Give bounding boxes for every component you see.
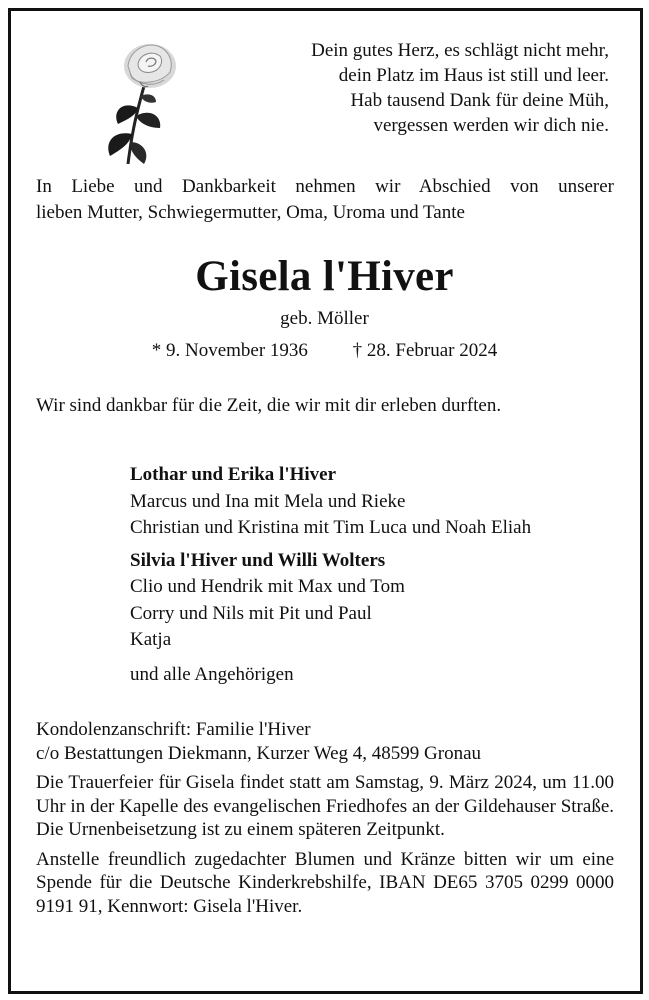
family-group-head: Silvia l'Hiver und Willi Wolters <box>130 549 386 571</box>
family-closing: und alle Angehörigen <box>130 663 294 685</box>
poem-line: vergessen werden wir dich nie. <box>373 115 609 136</box>
thanks-text: Wir sind dankbar für die Zeit, die wir mit dir erleben durften. <box>36 395 502 416</box>
donation-text: Anstelle freundlich zugedachter Blumen und Kränze bitten wir um eine Spende für die Deutsche Kinderkrebshilfe, IBAN DE65 3705 0299 0000 9191 91, Kennwort: Gisela l'Hiver. <box>36 848 614 917</box>
funeral-home-address: c/o Bestattungen Diekmann, Kurzer Weg 4, 48599 Gronau <box>36 742 482 764</box>
family-member: Corry und Nils mit Pit und Paul <box>130 602 372 624</box>
footer-info <box>36 718 614 918</box>
family-member: Katja <box>130 629 172 650</box>
condolence-address: Kondolenzanschrift: Familie l'Hiver <box>36 719 311 740</box>
poem-line: Dein gutes Herz, es schlägt nicht mehr, <box>311 40 609 61</box>
family-list <box>130 462 531 688</box>
deceased-name: Gisela l'Hiver <box>195 253 454 300</box>
family-member: Christian und Kristina mit Tim Luca und Noah Eliah <box>130 517 532 538</box>
death-date: † 28. Februar 2024 <box>352 340 498 361</box>
poem-line: dein Platz im Haus ist still und leer. <box>338 65 609 86</box>
poem-line: Hab tausend Dank für deine Müh, <box>350 90 609 111</box>
family-member: Marcus und Ina mit Mela und Rieke <box>130 490 406 512</box>
family-group-head: Lothar und Erika l'Hiver <box>130 464 337 485</box>
intro-text <box>36 174 614 226</box>
life-dates <box>0 340 649 362</box>
intro-line: lieben Mutter, Schwiegermutter, Oma, Uroma und Tante <box>36 202 465 223</box>
ceremony-text: Die Trauerfeier für Gisela findet statt am Samstag, 9. März 2024, um 11.00 Uhr in der Kapelle des evangelischen Friedhofes an der Gildehauser Straße. Die Urnenbeisetzung ist zu einem späteren Zeitpunkt. <box>36 772 614 840</box>
family-member: Clio und Hendrik mit Max und Tom <box>130 576 405 597</box>
birth-date: * 9. November 1936 <box>151 340 308 361</box>
intro-line: In Liebe und Dankbarkeit nehmen wir Abschied von unserer <box>36 176 614 197</box>
birth-name: geb. Möller <box>280 308 369 329</box>
rose-icon <box>92 38 192 166</box>
poem <box>311 38 609 138</box>
